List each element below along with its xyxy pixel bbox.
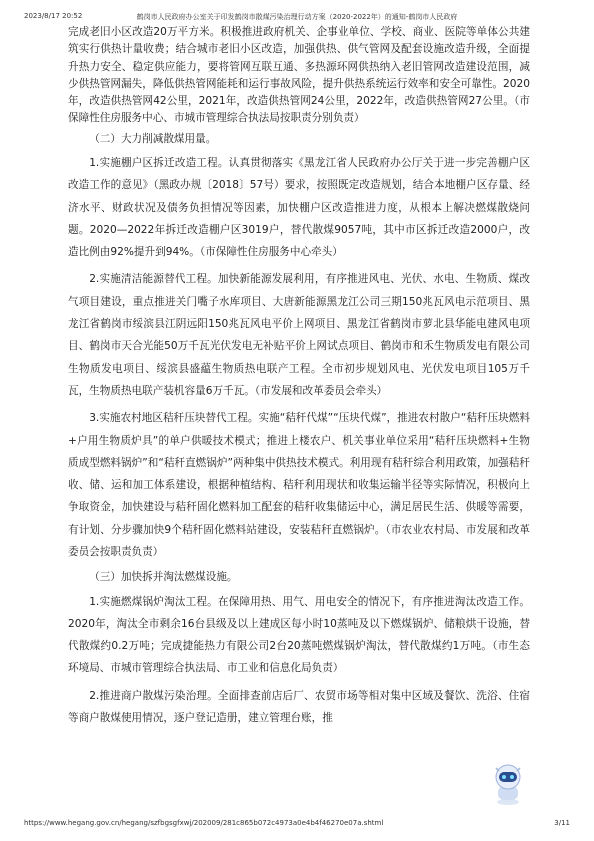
section-heading-3: （三）加快拆并淘汰燃煤设施。 <box>89 571 238 584</box>
page-url: https://www.hegang.gov.cn/hegang/szfbgsgfxwj/202009/281c865b072c4973a0e4b4f46270e07a.shtml <box>24 819 384 827</box>
print-date: 2023/8/17 20:52 <box>24 12 83 20</box>
page-number: 3/11 <box>554 819 570 827</box>
assistant-robot-icon[interactable] <box>488 762 528 806</box>
paragraph-boiler: 1.实施燃煤锅炉淘汰工程。在保障用热、用气、用电安全的情况下，有序推进淘汰改造工作。2020年，淘汰全市剩余16台县级及以上建成区每小时10蒸吨及以下燃煤锅炉、储粮烘干设施，替代散煤约0.2万吨；完成捷能热力有限公司2台20蒸吨燃煤锅炉淘汰，替代散煤约1万吨。（市生态环境局、市城市管理综合执法局、市工业和信息化局负责） <box>68 595 530 675</box>
paragraph-intro: 完成老旧小区改造20万平方米。积极推进政府机关、企事业单位、学校、商业、医院等单体公共建筑实行供热计量收费；结合城市老旧小区改造，加强供热、供气管网及配套设施改造升级，全面提升热力安全、稳定供应能力，要将管网互联互通、多热源环网供热纳入老旧管网改造建设范围，减少供热管网漏失，降低供热管网能耗和运行事故风险，提升供热系统运行效率和安全可靠性。2020年，改造供热管网42公里，2021年，改造供热管网24公里，2022年，改造供热管网27公里。（市保障性住房服务中心、市城市管理综合执法局按职责分别负责） <box>68 26 530 125</box>
paragraph-clean-energy: 2.实施清洁能源替代工程。加快新能源发展利用，有序推进风电、光伏、水电、生物质、煤改气项目建设，重点推进关门嘴子水库项目、大唐新能源黑龙江公司三期150兆瓦风电示范项目、黑龙江省鹤岗市绥滨县江阴远阳150兆瓦风电平价上网项目、黑龙江省鹤岗市萝北县华能电建风电项目、鹤岗市天合光能50万千瓦光伏发电无补贴平价上网试点项目、鹤岗市和禾生物质发电有限公司生物质发电项目、绥滨县盛藴生物质热电联产工程。全市初步规划风电、光伏发电项目105万千瓦，生物质热电联产装机容量6万千瓦。（市发展和改革委员会牵头） <box>68 273 530 397</box>
document-body <box>68 24 530 734</box>
paragraph-straw: 3.实施农村地区秸秆压块替代工程。实施“秸秆代煤”“压块代煤”，推进农村散户“秸秆压块燃料+户用生物质炉具”的单户供暖技术模式；推进上楼农户、机关事业单位采用“秸秆压块燃料+生物质成型燃料锅炉”和“秸秆直燃锅炉”两种集中供热技术模式。利用现有秸秆综合利用政策，加强秸秆收、储、运和加工体系建设，根据种植结构、秸秆利用现状和收集运输半径等实际情况，积极向上争取资金，加快建设与秸秆固化燃料加工配套的秸秆收集储运中心，满足居民生活、供暖等需要，有计划、分步骤加快9个秸秆固化燃料站建设，安装秸秆直燃锅炉。（市农业农村局、市发展和改革委员会按职责负责） <box>68 412 530 559</box>
print-header <box>24 12 570 24</box>
section-heading-2: （二）大力削减散煤用量。 <box>89 132 217 145</box>
print-footer <box>24 819 570 831</box>
paragraph-merchant: 2.推进商户散煤污染治理。全面排查前店后厂、农贸市场等相对集中区域及餐饮、洗浴、住宿等商户散煤使用情况，逐户登记造册，建立管理台账，推 <box>68 689 530 725</box>
page-title: 鹤岗市人民政府办公室关于印发鹤岗市散煤污染治理行动方案（2020-2022年）的通知-鹤岗市人民政府 <box>136 13 458 21</box>
paragraph-shantytown: 1.实施棚户区拆迁改造工程。认真贯彻落实《黑龙江省人民政府办公厅关于进一步完善棚户区改造工作的意见》（黑政办规〔2018〕57号）要求，按照既定改造规划，结合本地棚户区存量、经济水平、财政状况及债务负担情况等因素，加快棚户区改造推进力度，从根本上解决燃煤散烧问题。2020—2022年拆迁改造棚户区3019户，替代散煤9057吨，其中市区拆迁改造2000户，改造比例由92%提升到94%。（市保障性住房服务中心牵头） <box>68 156 530 259</box>
